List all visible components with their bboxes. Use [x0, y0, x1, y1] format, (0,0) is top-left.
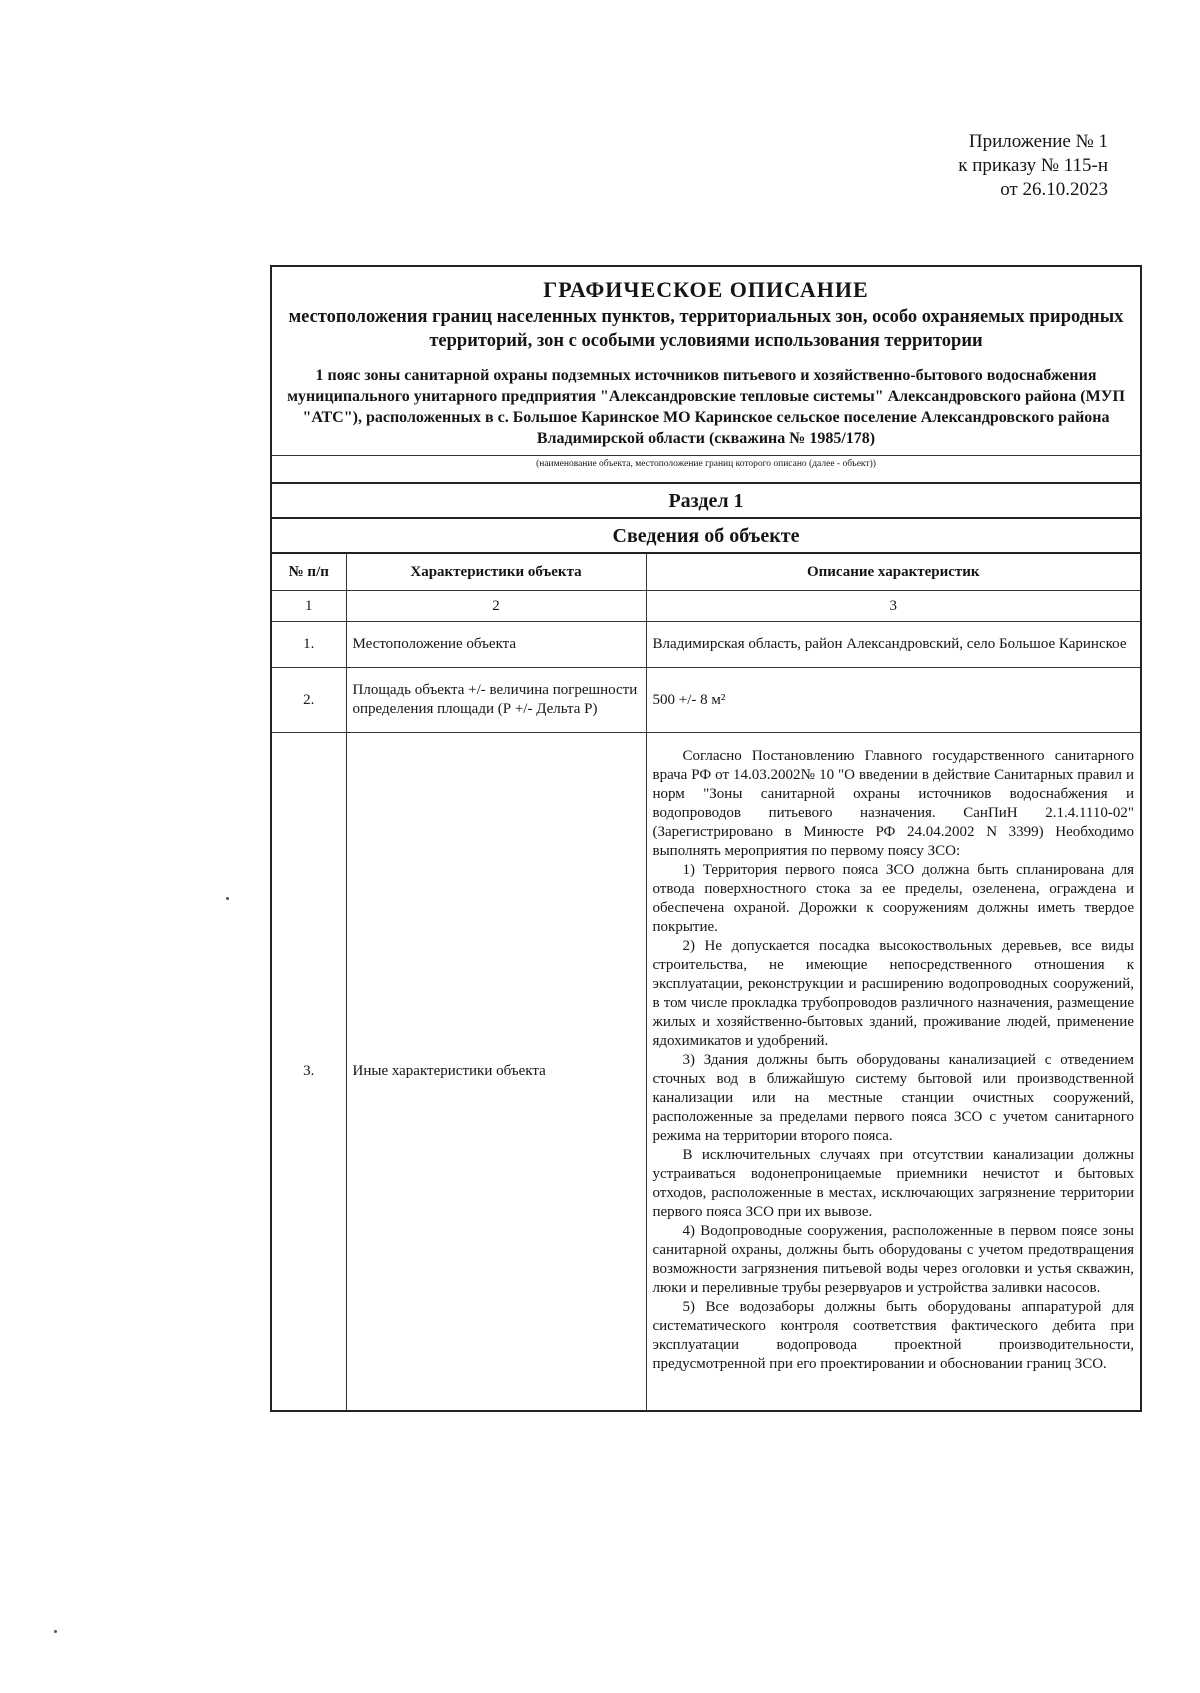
document-title: ГРАФИЧЕСКОЕ ОПИСАНИЕ: [543, 277, 869, 302]
description-paragraph: В исключительных случаях при отсутствии канализации должны устраиваться водонепроницаемые приемники нечистот и бытовых отходов, расположенные в местах, исключающих загрязнение территории первого пояса ЗСО при их вывозе.: [652, 1147, 1134, 1220]
row-number: 2.: [272, 668, 346, 733]
object-info-table: [272, 552, 1140, 1410]
column-number-3: 3: [646, 591, 1140, 622]
description-paragraph: Согласно Постановлению Главного государственного санитарного врача РФ от 14.03.2002№ 10 "О введении в действие Санитарных правил и норм "Зоны санитарной охраны источников водоснабжения и водопроводов питьевого назначения. СанПиН 2.1.4.1110-02" (Зарегистрировано в Минюсте РФ 24.04.2002 N 3399) Необходимо выполнять мероприятия по первому поясу ЗСО:: [652, 748, 1134, 859]
table-row: [272, 668, 1140, 733]
row-characteristic: Местоположение объекта: [346, 622, 646, 668]
table-row: [272, 622, 1140, 668]
row-characteristic: Площадь объекта +/- величина погрешности определения площади (Р +/- Дельта Р): [346, 668, 646, 733]
description-paragraph: 2) Не допускается посадка высокоствольных деревьев, все виды строительства, не имеющие непосредственного отношения к эксплуатации, реконструкции и расширению водопроводных сооружений, в том числе прокладка трубопроводов различного назначения, размещение жилых и хозяйственно-бытовых зданий, проживание людей, применение ядохимикатов и удобрений.: [652, 938, 1134, 1049]
appendix-reference: [688, 130, 1108, 202]
scan-speck: [226, 897, 229, 900]
column-number-1: 1: [272, 591, 346, 622]
description-paragraph: 4) Водопроводные сооружения, расположенные в первом поясе зоны санитарной охраны, должны быть оборудованы с учетом предотвращения возможности загрязнения питьевой воды через оголовки и устья скважин, люки и переливные трубы резервуаров и устройства заливки насосов.: [652, 1223, 1134, 1296]
appendix-line-3: от 26.10.2023: [1000, 179, 1108, 200]
column-header-characteristic: Характеристики объекта: [346, 553, 646, 591]
row-characteristic: Иные характеристики объекта: [346, 733, 646, 1411]
description-paragraph: 5) Все водозаборы должны быть оборудованы аппаратурой для систематического контроля соответствия фактического дебита при эксплуатации водопровода проектной производительности, предусмотренной при его проектировании и обосновании границ ЗСО.: [652, 1299, 1134, 1372]
section-subtitle: Сведения об объекте: [272, 517, 1140, 552]
table-header-row: [272, 553, 1140, 591]
description-paragraph: 1) Территория первого пояса ЗСО должна быть спланирована для отвода поверхностного стока за ее пределы, озеленена, ограждена и обеспечена охраной. Дорожки к сооружениям должны иметь твердое покрытие.: [652, 862, 1134, 935]
row-description: 500 +/- 8 м²: [646, 668, 1140, 733]
appendix-line-2: к приказу № 115-н: [958, 155, 1108, 176]
column-number-2: 2: [346, 591, 646, 622]
object-name: 1 пояс зоны санитарной охраны подземных источников питьевого и хозяйственно-бытового водоснабжения муниципального унитарного предприятия "Александровские тепловые системы" Александровского района (МУП "АТС"), расположенных в с. Большое Каринское МО Каринское сельское поселение Александровского района Владимирской области (скважина № 1985/178): [287, 367, 1125, 447]
appendix-line-1: Приложение № 1: [968, 131, 1108, 152]
document-subtitle: местоположения границ населенных пунктов, территориальных зон, особо охраняемых природных территорий, зон с особыми условиями использования территории: [288, 307, 1124, 351]
table-row: [272, 733, 1140, 1411]
row-number: 1.: [272, 622, 346, 668]
object-name-caption: (наименование объекта, местоположение границ которого описано (далее - объект)): [272, 455, 1140, 474]
section-title: Раздел 1: [272, 482, 1140, 517]
row-number: 3.: [272, 733, 346, 1411]
row-description: [646, 733, 1140, 1411]
form-header: [272, 267, 1140, 474]
column-number-row: [272, 591, 1140, 622]
column-header-number: № п/п: [272, 553, 346, 591]
scan-speck: [54, 1630, 57, 1633]
graphic-description-form: [270, 265, 1142, 1412]
description-paragraph: 3) Здания должны быть оборудованы канализацией с отведением сточных вод в ближайшую систему бытовой или производственной канализации или на местные станции очистных сооружений, расположенные за пределами первого пояса ЗСО с учетом санитарного режима на территории второго пояса.: [652, 1052, 1134, 1144]
row-description: Владимирская область, район Александровский, село Большое Каринское: [646, 622, 1140, 668]
column-header-description: Описание характеристик: [646, 553, 1140, 591]
